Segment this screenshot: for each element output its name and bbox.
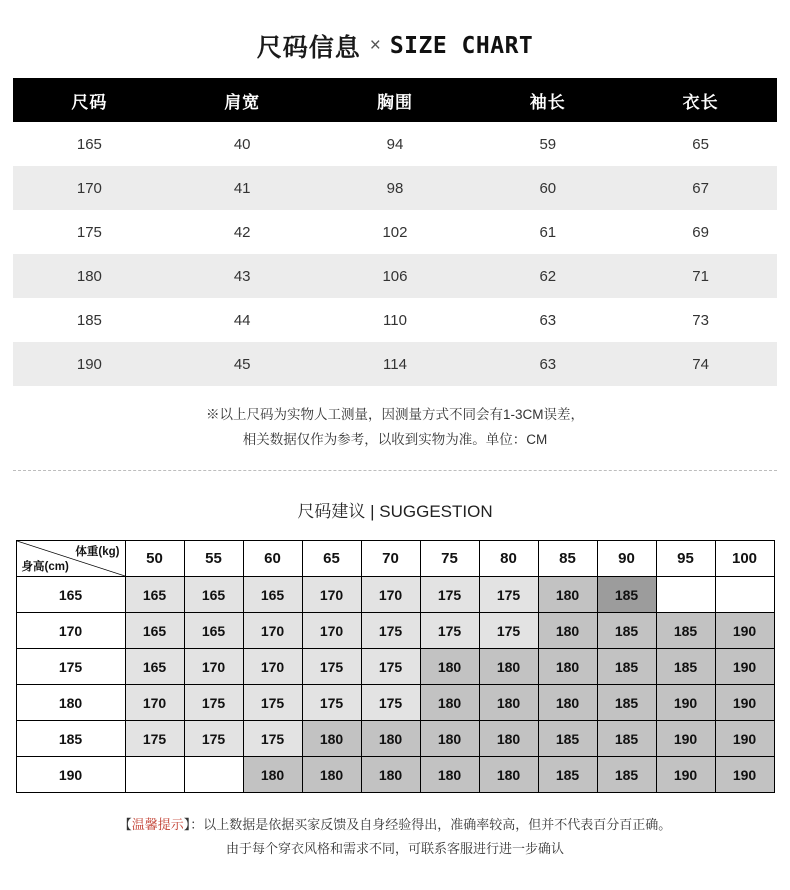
height-header-cell: 185 bbox=[16, 721, 125, 757]
page-title-cn: 尺码信息 bbox=[256, 34, 361, 62]
suggestion-header-row bbox=[16, 541, 774, 577]
size-table bbox=[13, 78, 777, 386]
suggestion-cell: 185 bbox=[656, 613, 715, 649]
size-cell: 170 bbox=[13, 166, 166, 210]
height-header-cell: 170 bbox=[16, 613, 125, 649]
size-cell: 42 bbox=[166, 210, 319, 254]
suggestion-cell: 180 bbox=[538, 613, 597, 649]
size-cell: 60 bbox=[471, 166, 624, 210]
table-row bbox=[13, 298, 777, 342]
suggestion-cell: 175 bbox=[361, 685, 420, 721]
size-cell: 71 bbox=[624, 254, 777, 298]
suggestion-cell: 185 bbox=[597, 649, 656, 685]
table-row bbox=[16, 721, 774, 757]
suggestion-cell: 180 bbox=[420, 649, 479, 685]
size-table-header-cell: 衣长 bbox=[624, 78, 777, 122]
size-cell: 114 bbox=[319, 342, 472, 386]
suggestion-cell: 185 bbox=[597, 757, 656, 793]
suggestion-cell: 165 bbox=[125, 577, 184, 613]
suggestion-cell: 170 bbox=[125, 685, 184, 721]
size-cell: 43 bbox=[166, 254, 319, 298]
table-row bbox=[13, 210, 777, 254]
suggestion-cell bbox=[184, 757, 243, 793]
size-cell: 185 bbox=[13, 298, 166, 342]
size-cell: 98 bbox=[319, 166, 472, 210]
size-cell: 180 bbox=[13, 254, 166, 298]
measurement-note bbox=[0, 386, 790, 462]
size-cell: 102 bbox=[319, 210, 472, 254]
suggestion-cell: 180 bbox=[361, 721, 420, 757]
tip-footer bbox=[0, 793, 790, 861]
height-header-cell: 175 bbox=[16, 649, 125, 685]
title-separator-icon: × bbox=[369, 35, 381, 56]
suggestion-cell: 165 bbox=[243, 577, 302, 613]
suggestion-cell: 175 bbox=[361, 649, 420, 685]
weight-header-cell: 95 bbox=[656, 541, 715, 577]
suggestion-cell: 180 bbox=[243, 757, 302, 793]
size-cell: 73 bbox=[624, 298, 777, 342]
size-table-header-cell: 胸围 bbox=[319, 78, 472, 122]
suggestion-cell: 185 bbox=[538, 721, 597, 757]
size-table-header-cell: 肩宽 bbox=[166, 78, 319, 122]
tip-line1 bbox=[0, 813, 790, 837]
size-cell: 110 bbox=[319, 298, 472, 342]
suggestion-cell bbox=[125, 757, 184, 793]
size-cell: 45 bbox=[166, 342, 319, 386]
suggestion-cell: 180 bbox=[420, 721, 479, 757]
suggestion-cell: 180 bbox=[479, 757, 538, 793]
weight-header-cell: 55 bbox=[184, 541, 243, 577]
suggestion-cell: 175 bbox=[302, 649, 361, 685]
table-row bbox=[13, 342, 777, 386]
suggestion-cell: 190 bbox=[656, 685, 715, 721]
table-row bbox=[16, 685, 774, 721]
size-cell: 40 bbox=[166, 122, 319, 166]
page-title bbox=[0, 0, 790, 78]
size-cell: 165 bbox=[13, 122, 166, 166]
table-row bbox=[16, 649, 774, 685]
weight-header-cell: 90 bbox=[597, 541, 656, 577]
suggestion-heading: 尺码建议 | SUGGESTION bbox=[297, 502, 493, 521]
table-row bbox=[16, 577, 774, 613]
tip-line2: 由于每个穿衣风格和需求不同，可联系客服进行进一步确认 bbox=[225, 841, 564, 856]
weight-header-cell: 65 bbox=[302, 541, 361, 577]
suggestion-cell: 180 bbox=[538, 685, 597, 721]
size-cell: 61 bbox=[471, 210, 624, 254]
size-cell: 94 bbox=[319, 122, 472, 166]
suggestion-cell: 175 bbox=[420, 613, 479, 649]
suggestion-cell bbox=[715, 577, 774, 613]
weight-axis-label: 体重(kg) bbox=[75, 546, 120, 558]
suggestion-cell: 170 bbox=[243, 613, 302, 649]
height-header-cell: 180 bbox=[16, 685, 125, 721]
suggestion-cell: 185 bbox=[597, 685, 656, 721]
suggestion-cell: 170 bbox=[361, 577, 420, 613]
suggestion-cell: 190 bbox=[715, 757, 774, 793]
suggestion-cell: 190 bbox=[715, 613, 774, 649]
suggestion-cell: 170 bbox=[302, 577, 361, 613]
suggestion-cell: 190 bbox=[656, 721, 715, 757]
weight-header-cell: 70 bbox=[361, 541, 420, 577]
suggestion-cell: 190 bbox=[715, 649, 774, 685]
weight-header-cell: 60 bbox=[243, 541, 302, 577]
table-row bbox=[13, 122, 777, 166]
suggestion-cell: 175 bbox=[243, 685, 302, 721]
suggestion-cell bbox=[656, 577, 715, 613]
size-table-header-cell: 尺码 bbox=[13, 78, 166, 122]
measurement-note-line2: 相关数据仅作为参考，以收到实物为准。单位：CM bbox=[242, 432, 548, 447]
size-cell: 44 bbox=[166, 298, 319, 342]
suggestion-cell: 180 bbox=[479, 721, 538, 757]
size-cell: 67 bbox=[624, 166, 777, 210]
weight-header-cell: 100 bbox=[715, 541, 774, 577]
size-cell: 62 bbox=[471, 254, 624, 298]
suggestion-cell: 175 bbox=[184, 721, 243, 757]
size-cell: 175 bbox=[13, 210, 166, 254]
suggestion-cell: 190 bbox=[715, 721, 774, 757]
size-table-header-cell: 袖长 bbox=[471, 78, 624, 122]
suggestion-cell: 180 bbox=[479, 649, 538, 685]
size-cell: 63 bbox=[471, 298, 624, 342]
size-table-header-row bbox=[13, 78, 777, 122]
suggestion-cell: 175 bbox=[479, 613, 538, 649]
page-title-en: SIZE CHART bbox=[389, 33, 534, 59]
height-axis-label: 身高(cm) bbox=[21, 561, 69, 573]
table-row bbox=[16, 757, 774, 793]
suggestion-cell: 165 bbox=[184, 577, 243, 613]
height-header-cell: 165 bbox=[16, 577, 125, 613]
suggestion-cell: 185 bbox=[597, 613, 656, 649]
suggestion-cell: 185 bbox=[597, 721, 656, 757]
suggestion-cell: 180 bbox=[479, 685, 538, 721]
suggestion-cell: 180 bbox=[538, 649, 597, 685]
suggestion-cell: 185 bbox=[597, 577, 656, 613]
suggestion-cell: 170 bbox=[243, 649, 302, 685]
size-cell: 65 bbox=[624, 122, 777, 166]
table-row bbox=[13, 166, 777, 210]
weight-header-cell: 80 bbox=[479, 541, 538, 577]
suggestion-cell: 165 bbox=[125, 649, 184, 685]
suggestion-cell: 190 bbox=[715, 685, 774, 721]
table-row bbox=[13, 254, 777, 298]
suggestion-table bbox=[16, 540, 775, 793]
size-cell: 63 bbox=[471, 342, 624, 386]
height-header-cell: 190 bbox=[16, 757, 125, 793]
tip-prefix: 【 bbox=[118, 817, 132, 832]
measurement-note-line1: ※以上尺码为实物人工测量，因测量方式不同会有1-3CM误差， bbox=[205, 407, 584, 422]
suggestion-cell: 175 bbox=[479, 577, 538, 613]
size-cell: 74 bbox=[624, 342, 777, 386]
suggestion-cell: 165 bbox=[125, 613, 184, 649]
table-row bbox=[16, 613, 774, 649]
suggestion-cell: 175 bbox=[302, 685, 361, 721]
size-cell: 106 bbox=[319, 254, 472, 298]
tip-suffix: 】：以上数据是依据买家反馈及自身经验得出，准确率较高，但并不代表百分百正确。 bbox=[183, 817, 672, 832]
size-cell: 69 bbox=[624, 210, 777, 254]
suggestion-cell: 165 bbox=[184, 613, 243, 649]
size-cell: 190 bbox=[13, 342, 166, 386]
weight-header-cell: 50 bbox=[125, 541, 184, 577]
weight-header-cell: 75 bbox=[420, 541, 479, 577]
suggestion-cell: 175 bbox=[420, 577, 479, 613]
suggestion-cell: 185 bbox=[656, 649, 715, 685]
suggestion-cell: 170 bbox=[302, 613, 361, 649]
axis-corner-cell bbox=[16, 541, 125, 577]
tip-highlight: 温馨提示 bbox=[131, 817, 184, 832]
suggestion-cell: 175 bbox=[243, 721, 302, 757]
suggestion-cell: 180 bbox=[302, 757, 361, 793]
suggestion-cell: 185 bbox=[538, 757, 597, 793]
suggestion-cell: 170 bbox=[184, 649, 243, 685]
suggestion-cell: 175 bbox=[361, 613, 420, 649]
suggestion-cell: 175 bbox=[125, 721, 184, 757]
suggestion-cell: 180 bbox=[420, 685, 479, 721]
suggestion-cell: 175 bbox=[184, 685, 243, 721]
suggestion-cell: 180 bbox=[538, 577, 597, 613]
suggestion-cell: 180 bbox=[302, 721, 361, 757]
size-cell: 41 bbox=[166, 166, 319, 210]
weight-header-cell: 85 bbox=[538, 541, 597, 577]
size-cell: 59 bbox=[471, 122, 624, 166]
suggestion-cell: 180 bbox=[361, 757, 420, 793]
suggestion-cell: 180 bbox=[420, 757, 479, 793]
suggestion-cell: 190 bbox=[656, 757, 715, 793]
